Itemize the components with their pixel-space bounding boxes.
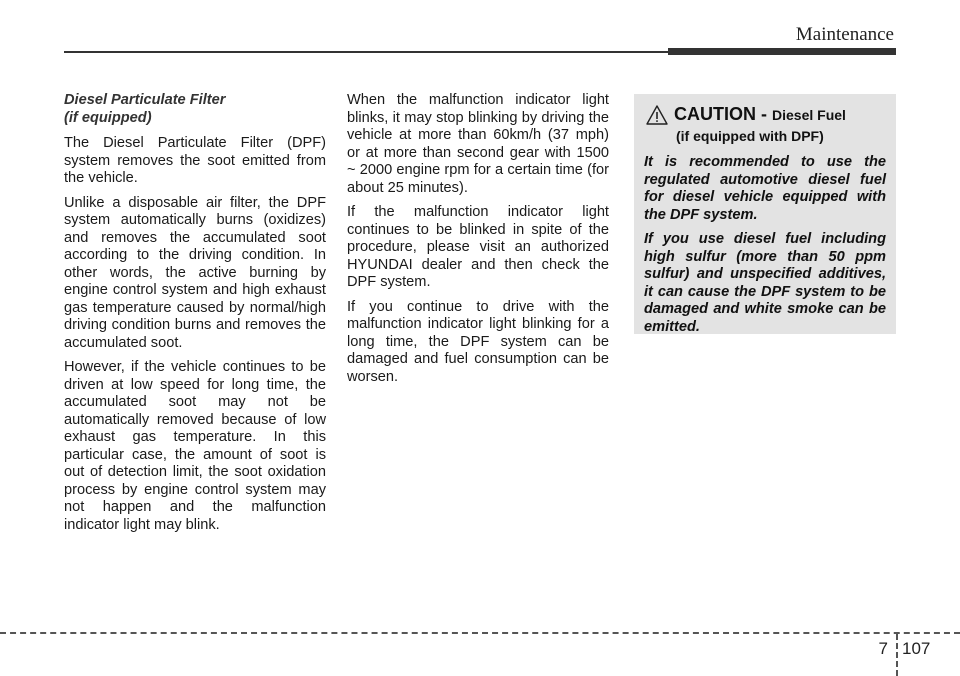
caution-paragraph-1: It is recommended to use the regulated automotive diesel fuel for diesel vehicle equipped with the DPF system. (644, 154, 886, 223)
middle-paragraph-2: If the malfunction indicator light continues to be blinked in spite of the procedure, please visit an authorized HYUNDAI dealer and then check the DPF system. (347, 204, 609, 290)
header-rule-thin (64, 51, 670, 53)
footer-page-number: 107 (902, 639, 931, 658)
footer-divider (896, 634, 898, 676)
middle-column (347, 92, 609, 393)
left-paragraph-2: Unlike a disposable air filter, the DPF system automatically burns (oxidizes) and removes the accumulated soot according to the driving condition. In other words, the active burning by engine control system and high exhaust gas temperature caused by normal/high driving condition burns and removes the accumulated soot. (64, 194, 326, 351)
left-paragraph-1: The Diesel Particulate Filter (DPF) system removes the soot emitted from the vehicle. (64, 135, 326, 186)
caution-topic: Diesel Fuel (772, 107, 846, 123)
left-paragraph-3: However, if the vehicle continues to be driven at low speed for long time, the accumulated soot may not be automatically removed because of low exhaust gas temperature. In this particular case, the amount of soot is out of detection limit, the soot oxidation process by engine control system may not happen and the malfunction indicator light may blink. (64, 359, 326, 533)
footer-chapter-number: 7 (878, 639, 888, 658)
middle-paragraph-3: If you continue to drive with the malfunction indicator light blinking for a long time, the DPF system can be damaged and fuel consumption can be worsen. (347, 298, 609, 385)
caution-title (674, 104, 846, 125)
caution-paragraph-2: If you use diesel fuel including high sulfur (more than 50 ppm sulfur) and unspecified additives, it can cause the DPF system to be damaged and white smoke can be emitted. (644, 231, 886, 335)
caution-subtitle: (if equipped with DPF) (676, 128, 824, 144)
left-column (64, 92, 326, 541)
section-heading (64, 92, 326, 127)
section-heading-line1: Diesel Particulate Filter (64, 92, 226, 108)
section-heading-line2: (if equipped) (64, 109, 152, 126)
warning-triangle-icon (646, 105, 668, 125)
caution-header (644, 104, 886, 125)
footer-rule (0, 632, 960, 634)
caution-label: CAUTION - (674, 104, 772, 124)
caution-box (634, 94, 896, 334)
header-rule-thick (668, 48, 896, 55)
page-header-title: Maintenance (795, 24, 894, 45)
middle-paragraph-1: When the malfunction indicator light blinks, it may stop blinking by driving the vehicle at more than 60km/h (37 mph) or at more than second gear with 1500 ~ 2000 engine rpm for a certain time (for about 25 minutes). (347, 92, 609, 196)
